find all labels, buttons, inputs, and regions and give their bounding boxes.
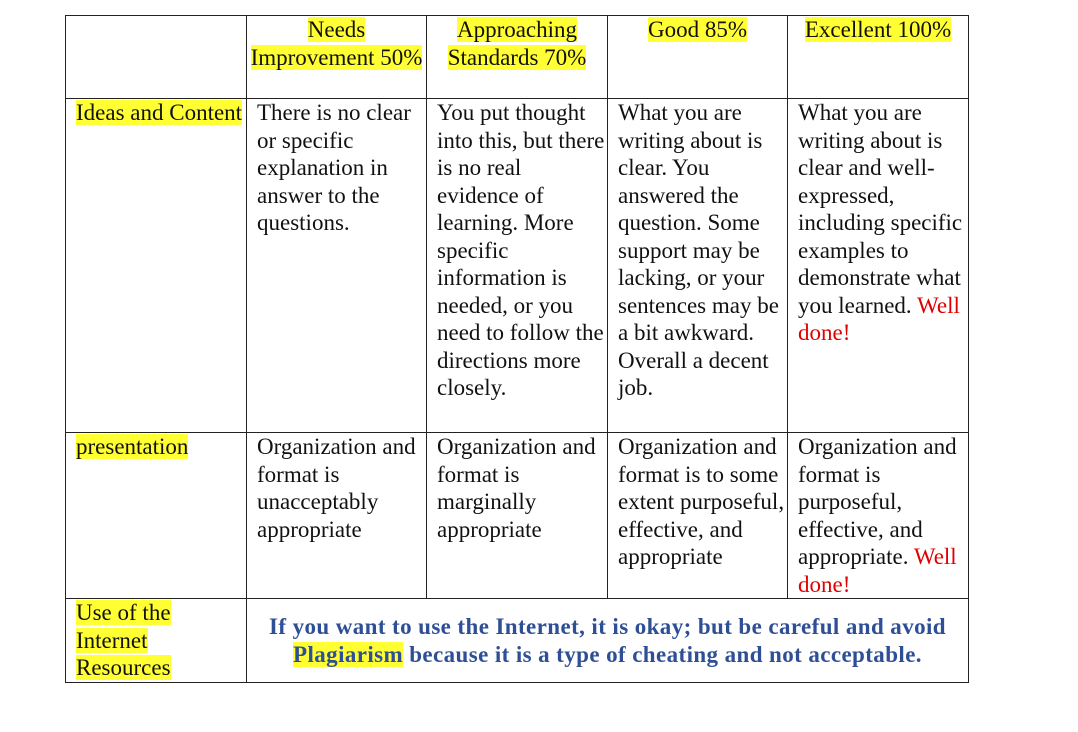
cell-approaching-standards: Organization and format is marginally appropriate [427, 433, 608, 599]
cell-approaching-standards: You put thought into this, but there is no real evidence of learning. More specific information is needed, or you need to follow the directions more closely. [427, 99, 608, 433]
note-text-before: If you want to use the Internet, it is okay; but be careful and avoid [269, 614, 946, 639]
cell-text: Organization and format is purposeful, effective, and appropriate. [798, 434, 957, 569]
cell-excellent [788, 99, 969, 433]
header-excellent [788, 16, 969, 99]
header-label: Good 85% [647, 17, 748, 42]
header-corner-cell [66, 16, 247, 99]
row-ideas-and-content [66, 99, 969, 433]
cell-good: What you are writing about is clear. You answered the question. Some support may be lacking, or your sentences may be a bit awkward. Overall a decent job. [608, 99, 788, 433]
header-good [608, 16, 788, 99]
row-label-cell [66, 599, 247, 683]
header-row [66, 16, 969, 99]
header-label: Excellent 100% [804, 17, 952, 42]
note-text-after: because it is a type of cheating and not acceptable. [409, 641, 922, 667]
praise-text: Well done! [798, 292, 960, 345]
note-highlight: Plagiarism [293, 641, 404, 667]
row-presentation [66, 433, 969, 599]
row-label: Use of the Internet Resources [76, 600, 171, 680]
praise-text: Well done! [798, 544, 957, 597]
row-label: presentation [76, 434, 189, 459]
rubric-table [65, 15, 969, 683]
row-label: Ideas and Content [76, 100, 243, 125]
internet-note [247, 599, 969, 683]
header-needs-improvement [247, 16, 427, 99]
header-approaching-standards [427, 16, 608, 99]
header-label: Needs Improvement 50% [250, 17, 423, 70]
cell-needs-improvement: There is no clear or specific explanation in answer to the questions. [247, 99, 427, 433]
cell-excellent [788, 433, 969, 599]
row-label-cell [66, 433, 247, 599]
cell-good: Organization and format is to some extent purposeful, effective, and appropriate [608, 433, 788, 599]
row-internet-resources [66, 599, 969, 683]
cell-text: What you are writing about is clear and well-expressed, including specific examples to demonstrate what you learned. [798, 100, 963, 318]
row-label-cell [66, 99, 247, 433]
cell-needs-improvement: Organization and format is unacceptably appropriate [247, 433, 427, 599]
header-label: Approaching Standards 70% [447, 17, 587, 70]
